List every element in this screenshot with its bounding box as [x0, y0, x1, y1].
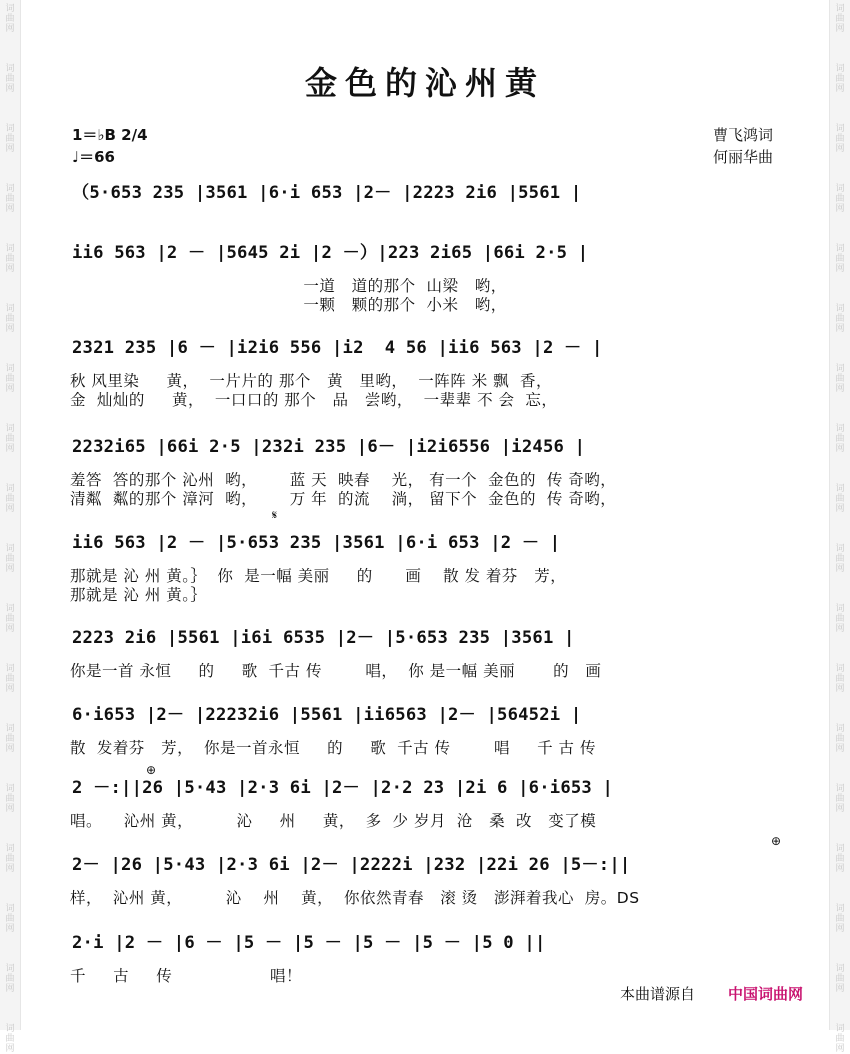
- lyric-line: 散 发着芬 芳， 你是一首永恒 的 歌 千古 传 唱 千 古 传: [70, 739, 596, 757]
- watermark-text: 词 曲 网: [5, 544, 15, 574]
- watermark-text: 词 曲 网: [5, 964, 15, 994]
- watermark-text: 词 曲 网: [5, 424, 15, 454]
- lyric-line: 你是一首 永恒 的 歌 千古 传 唱， 你 是一幅 美丽 的 画: [70, 662, 602, 680]
- lyric-line: 一道 道的那个 山梁 哟，: [70, 277, 507, 295]
- watermark-text: 词 曲 网: [835, 184, 845, 214]
- notation-line: 2·i |2 － |6 － |5 － |5 － |5 － |5 － |5 0 ||: [72, 933, 546, 953]
- lyricist-credit: 曹飞鸿词: [713, 126, 774, 144]
- song-title: 金色的沁州黄: [304, 64, 545, 102]
- watermark-text: 词 曲 网: [835, 124, 845, 154]
- watermark-text: 词 曲 网: [835, 364, 845, 394]
- watermark-text: 词 曲 网: [5, 304, 15, 334]
- watermark-text: 词 曲 网: [835, 4, 845, 34]
- watermark-text: 词 曲 网: [5, 244, 15, 274]
- lyric-line: 秋 风里染 黄， 一片片的 那个 黄 里哟， 一阵阵 米 飘 香，: [70, 372, 552, 390]
- watermark-text: 词 曲 网: [5, 4, 15, 34]
- notation-line: 2－ |26 |5·43 |2·3 6i |2－ |2222i |232 |22i 26 |5－:||: [72, 855, 631, 875]
- lyric-line: 那就是 沁 州 黄。｝: [70, 586, 207, 604]
- lyric-line: 一颗 颗的那个 小米 哟，: [70, 296, 507, 314]
- watermark-text: 词 曲 网: [5, 64, 15, 94]
- notation-line: ii6 563 |2 － |5·653 235 |3561 |6·i 653 |2 － |: [72, 533, 561, 553]
- watermark-text: 词 曲 网: [5, 904, 15, 934]
- lyric-line: 清粼 粼的那个 漳河 哟， 万 年 的流 淌， 留下个 金色的 传 奇哟，: [70, 490, 617, 508]
- watermark-text: 词 曲 网: [5, 484, 15, 514]
- notation-line: 2321 235 |6 － |i2i6 556 |i2 4 56 |ii6 563 |2 － |: [72, 338, 603, 358]
- watermark-text: 词 曲 网: [835, 244, 845, 274]
- watermark-text: 词 曲 网: [5, 184, 15, 214]
- watermark-text: 词 曲 网: [835, 304, 845, 334]
- notation-line: （5·653 235 |3561 |6·i 653 |2－ |2223 2i6 |5561 |: [72, 183, 582, 203]
- tempo-marking: ♩＝66: [72, 148, 115, 166]
- watermark-text: 词 曲 网: [835, 1024, 845, 1054]
- watermark-text: 词 曲 网: [5, 1024, 15, 1054]
- watermark-text: 词 曲 网: [835, 64, 845, 94]
- watermark-text: 词 曲 网: [5, 604, 15, 634]
- watermark-text: 词 曲 网: [5, 844, 15, 874]
- lyric-line: 羞答 答的那个 沁州 哟， 蓝 天 映春 光， 有一个 金色的 传 奇哟，: [70, 471, 617, 489]
- left-watermark-strip: [0, 0, 21, 1054]
- watermark-text: 词 曲 网: [835, 664, 845, 694]
- notation-line: 2223 2i6 |5561 |i6i 6535 |2－ |5·653 235 |3561 |: [72, 628, 575, 648]
- watermark-text: 词 曲 网: [835, 964, 845, 994]
- watermark-text: 词 曲 网: [835, 904, 845, 934]
- lyric-line: 唱。 沁州 黄， 沁 州 黄， 多 少 岁月 沧 桑 改 变了模: [70, 812, 597, 830]
- notation-line: ii6 563 |2 － |5645 2i |2 －）|223 2i65 |66i 2·5 |: [72, 243, 589, 263]
- key-signature: 1＝♭B 2/4: [72, 126, 148, 144]
- coda-sign: ⊕: [146, 763, 157, 777]
- lyric-line: 样， 沁州 黄， 沁 州 黄， 你依然青春 滚 烫 澎湃着我心 房。DS: [70, 889, 640, 907]
- watermark-text: 词 曲 网: [835, 544, 845, 574]
- lyric-line: 千 古 传 唱！: [70, 967, 302, 985]
- watermark-text: 词 曲 网: [5, 364, 15, 394]
- watermark-text: 词 曲 网: [5, 664, 15, 694]
- composer-credit: 何丽华曲: [713, 148, 774, 166]
- lyric-line: 金 灿灿的 黄， 一口口的 那个 品 尝哟， 一辈辈 不 会 忘，: [70, 391, 558, 409]
- watermark-text: 词 曲 网: [835, 784, 845, 814]
- watermark-text: 词 曲 网: [5, 784, 15, 814]
- notation-line: 6·i653 |2－ |22232i6 |5561 |ii6563 |2－ |56452i |: [72, 705, 582, 725]
- notation-line: 2232i65 |66i 2·5 |232i 235 |6－ |i2i6556 |i2456 |: [72, 437, 586, 457]
- watermark-text: 词 曲 网: [835, 424, 845, 454]
- watermark-text: 词 曲 网: [5, 124, 15, 154]
- watermark-text: 词 曲 网: [835, 724, 845, 754]
- watermark-text: 词 曲 网: [835, 484, 845, 514]
- watermark-text: 词 曲 网: [835, 844, 845, 874]
- notation-line: 2 －:||26 |5·43 |2·3 6i |2－ |2·2 23 |2i 6 |6·i653 |: [72, 778, 614, 798]
- site-link[interactable]: 中国词曲网: [728, 985, 804, 1003]
- watermark-text: 词 曲 网: [5, 724, 15, 754]
- watermark-text: 词 曲 网: [835, 604, 845, 634]
- coda-sign: ⊕: [771, 834, 782, 848]
- source-label: 本曲谱源自: [620, 985, 696, 1003]
- right-watermark-strip: [829, 0, 850, 1054]
- segno-sign: 𝄋: [272, 508, 278, 522]
- lyric-line: 那就是 沁 州 黄。｝ 你 是一幅 美丽 的 画 散 发 着芬 芳，: [70, 567, 567, 585]
